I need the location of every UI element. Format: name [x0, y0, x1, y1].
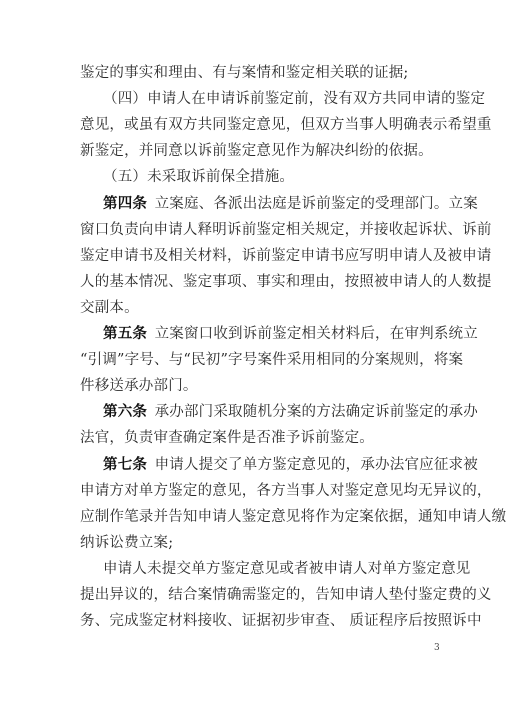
line-text: 鉴定申请书及相关材料，诉前鉴定申请书应写明申请人及被申请 [80, 248, 492, 264]
line-text: “引调”字号、与“民初”字号案件采用相同的分案规则，将案 [80, 352, 464, 368]
article-first-line [103, 193, 478, 215]
article-first-line [103, 323, 478, 345]
paragraph-line [80, 245, 492, 267]
line-text: 申请方对单方鉴定的意见，各方当事人对鉴定意见均无异议的， [80, 483, 492, 499]
article-heading: 第四条 [103, 195, 148, 212]
article-heading: 第六条 [103, 403, 148, 420]
paragraph-line [80, 297, 440, 319]
article-first-line [103, 401, 478, 423]
line-text: 承办部门采取随机分案的方法确定诉前鉴定的承办 [154, 404, 478, 420]
line-text: 法官，负责审查确定案件是否准予诉前鉴定。 [80, 430, 374, 446]
paragraph-line [80, 584, 492, 606]
article-heading: 第五条 [103, 325, 148, 342]
paragraph-line [80, 219, 492, 241]
article-first-line [103, 454, 478, 476]
line-text: 申请人提交了单方鉴定意见的，承办法官应征求被 [154, 457, 478, 473]
paragraph-line [80, 532, 440, 554]
paragraph-line [80, 375, 440, 397]
line-text: 鉴定的事实和理由、有与案情和鉴定相关联的证据; [80, 65, 409, 81]
line-text: 立案窗口收到诉前鉴定相关材料后，在审判系统立 [154, 326, 478, 342]
paragraph-line [80, 506, 506, 528]
line-text: 件移送承办部门。 [80, 378, 198, 394]
paragraph-line [103, 558, 471, 580]
line-text: 申请人未提交单方鉴定意见或者被申请人对单方鉴定意见 [103, 561, 471, 577]
line-text: 人的基本情况、鉴定事项、事实和理由，按照被申请人的人数提 [80, 274, 492, 290]
paragraph-line [80, 140, 440, 162]
paragraph-line [80, 271, 492, 293]
line-text: （四）申请人在申请诉前鉴定前，没有双方共同申请的鉴定 [103, 91, 486, 107]
line-text: 务、完成鉴定材料接收、证据初步审查、 质证程序后按照诉中 [80, 613, 482, 629]
paragraph-line [103, 88, 486, 110]
line-text: 立案庭、各派出法庭是诉前鉴定的受理部门。立案 [154, 196, 478, 212]
line-text: 窗口负责向申请人释明诉前鉴定相关规定，并接收起诉状、诉前 [80, 222, 492, 238]
line-text: 新鉴定，并同意以诉前鉴定意见作为解决纠纷的依据。 [80, 143, 433, 159]
paragraph-line [80, 114, 492, 136]
paragraph-line [80, 349, 464, 371]
line-text: （五）未采取诉前保全措施。 [103, 169, 295, 185]
line-text: 提出异议的，结合案情确需鉴定的，告知申请人垫付鉴定费的义 [80, 587, 492, 603]
line-text: 应制作笔录并告知申请人鉴定意见将作为定案依据，通知申请人缴 [80, 509, 506, 525]
line-text: 交副本。 [80, 300, 139, 316]
paragraph-line [80, 62, 440, 84]
paragraph-line [80, 427, 440, 449]
article-heading: 第七条 [103, 456, 148, 473]
page-number: 3 [434, 643, 440, 653]
paragraph-line [80, 480, 492, 502]
line-text: 纳诉讼费立案; [80, 535, 174, 551]
line-text: 意见，或虽有双方共同鉴定意见，但双方当事人明确表示希望重 [80, 117, 492, 133]
paragraph-line [80, 610, 482, 632]
paragraph-line [103, 166, 440, 188]
